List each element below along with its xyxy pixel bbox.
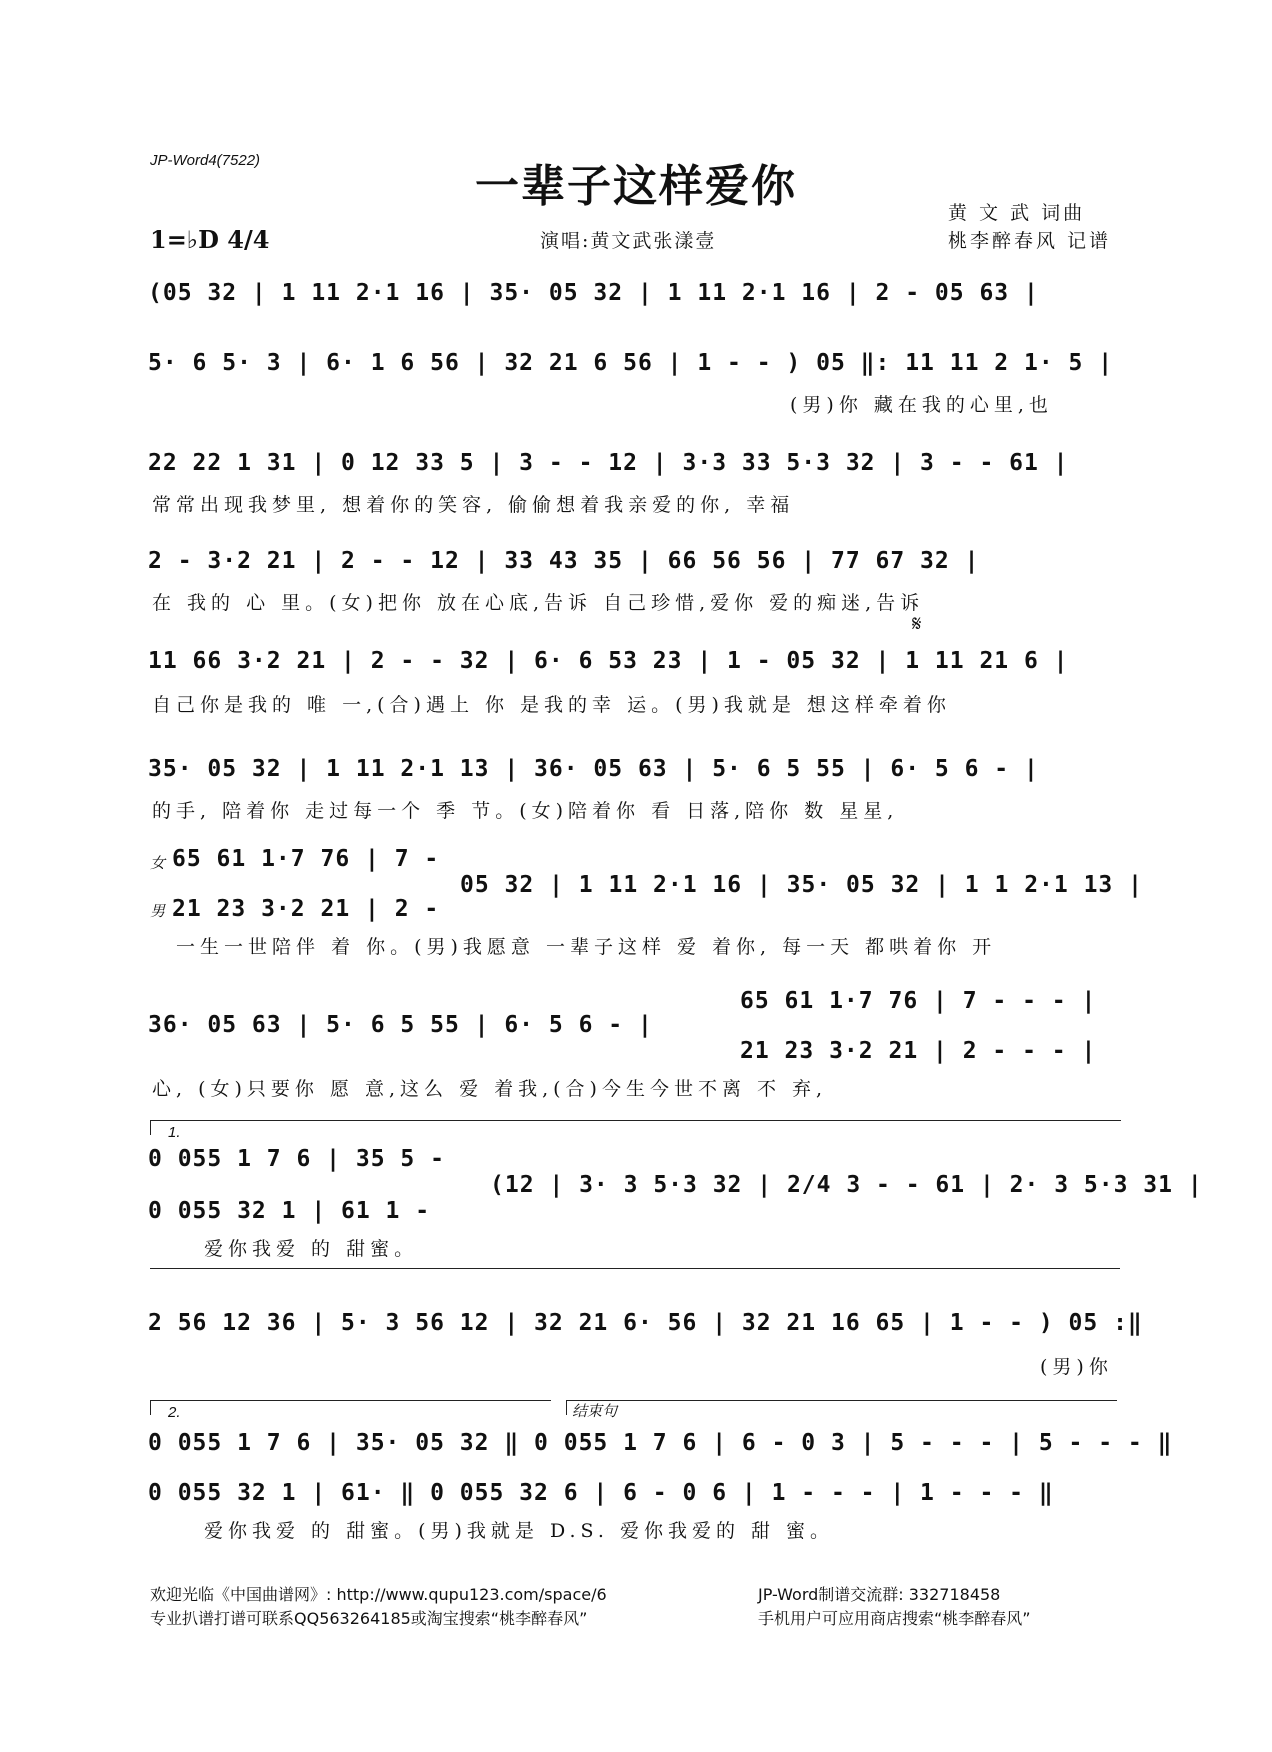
notation-line-3: 22 22 1 31 | 0 12 33 5 | 3 - - 12 | 3·3 33 5·3 32 | 3 - - 61 | [148, 450, 1069, 476]
notation-line-7-main: 05 32 | 1 11 2·1 16 | 35· 05 32 | 1 1 2·1 13 | [460, 872, 1143, 898]
notation-line-10: 2 56 12 36 | 5· 3 56 12 | 32 21 6· 56 | 32 21 16 65 | 1 - - ) 05 :‖ [148, 1310, 1143, 1336]
notation-line-7-upper: 65 61 1·7 76 | 7 - [172, 846, 440, 872]
lyricist-composer: 黄 文 武 词曲 [948, 202, 1086, 224]
notation-line-8-upper: 65 61 1·7 76 | 7 - - - | [740, 988, 1097, 1014]
software-label: JP-Word4(7522) [150, 152, 261, 169]
lyrics-line-6: 的手, 陪着你 走过每一个 季 节。(女)陪着你 看 日落,陪你 数 星星, [152, 800, 899, 822]
footer-group: JP-Word制谱交流群: 332718458 [758, 1585, 1001, 1604]
lyrics-line-2: (男)你 藏在我的心里,也 [790, 394, 1053, 416]
male-part-label: 男 [150, 903, 166, 920]
lyrics-line-3: 常常出现我梦里, 想着你的笑容, 偷偷想着我亲爱的你, 幸福 [152, 494, 795, 516]
notation-line-9-lower: 0 055 32 1 | 61 1 - [148, 1198, 431, 1224]
segno-sign: 𝄋 [912, 612, 922, 637]
notation-line-6: 35· 05 32 | 1 11 2·1 13 | 36· 05 63 | 5· 6 5 55 | 6· 5 6 - | [148, 756, 1039, 782]
lyrics-line-10: (男)你 [1040, 1356, 1113, 1378]
notation-line-11-upper: 0 055 1 7 6 | 35· 05 32 ‖ 0 055 1 7 6 | 6 - 0 3 | 5 - - - | 5 - - - ‖ [148, 1430, 1173, 1456]
notation-line-8-main: 36· 05 63 | 5· 6 5 55 | 6· 5 6 - | [148, 1012, 653, 1038]
footer-contact: 专业扒谱打谱可联系QQ563264185或淘宝搜索“桃李醉春风” [150, 1609, 588, 1628]
notation-line-1: (05 32 | 1 11 2·1 16 | 35· 05 32 | 1 11 2·1 16 | 2 - 05 63 | [148, 280, 1039, 306]
transcriber: 桃李醉春风 记谱 [948, 230, 1112, 252]
notation-line-2: 5· 6 5· 3 | 6· 1 6 56 | 32 21 6 56 | 1 - - ) 05 ‖: 11 11 2 1· 5 | [148, 350, 1114, 376]
lyrics-line-9: 爱你我爱 的 甜蜜。 [204, 1238, 419, 1260]
female-part-label: 女 [150, 855, 166, 872]
notation-line-9-main: (12 | 3· 3 5·3 32 | 2/4 3 - - 61 | 2· 3 5·3 31 | [490, 1172, 1203, 1198]
notation-line-4: 2 - 3·2 21 | 2 - - 12 | 33 43 35 | 66 56 56 | 77 67 32 | [148, 548, 980, 574]
volta-1-label: 1. [168, 1124, 181, 1141]
song-title: 一辈子这样爱你 [475, 161, 797, 212]
lyrics-line-7: 一生一世陪伴 着 你。(男)我愿意 一辈子这样 爱 着你, 每一天 都哄着你 开 [176, 936, 997, 958]
notation-line-5: 11 66 3·2 21 | 2 - - 32 | 6· 6 53 23 | 1 - 05 32 | 1 11 21 6 | [148, 648, 1069, 674]
key-signature: 1=♭D 4/4 [150, 225, 270, 254]
footer-website: 欢迎光临《中国曲谱网》: http://www.qupu123.com/space/6 [150, 1585, 607, 1604]
notation-line-7-lower: 21 23 3·2 21 | 2 - [172, 896, 440, 922]
coda-label: 结束句 [572, 1403, 618, 1420]
lyrics-line-4: 在 我的 心 里。(女)把你 放在心底,告诉 自己珍惜,爱你 爱的痴迷,告诉 [152, 592, 925, 614]
lyrics-line-8: 心, (女)只要你 愿 意,这么 爱 着我,(合)今生今世不离 不 弃, [152, 1078, 828, 1100]
footer-app: 手机用户可应用商店搜索“桃李醉春风” [758, 1609, 1031, 1628]
singers: 演唱:黄文武张漾壹 [540, 230, 717, 252]
lyrics-line-11: 爱你我爱 的 甜蜜。(男)我就是 D.S. 爱你我爱的 甜 蜜。 [204, 1520, 835, 1542]
notation-line-11-lower: 0 055 32 1 | 61· ‖ 0 055 32 6 | 6 - 0 6 | 1 - - - | 1 - - - ‖ [148, 1480, 1054, 1506]
volta-2-label: 2. [168, 1404, 181, 1421]
lyrics-line-5: 自己你是我的 唯 一,(合)遇上 你 是我的幸 运。(男)我就是 想这样牵着你 [152, 694, 951, 716]
notation-line-9-upper: 0 055 1 7 6 | 35 5 - [148, 1146, 445, 1172]
notation-line-8-lower: 21 23 3·2 21 | 2 - - - | [740, 1038, 1097, 1064]
